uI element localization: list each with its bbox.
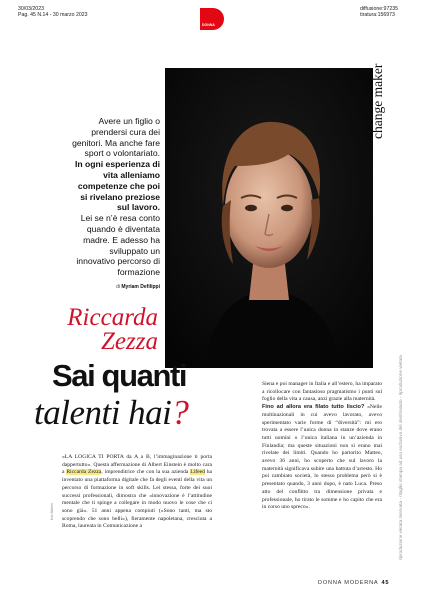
body-paragraph-1 bbox=[62, 454, 212, 531]
footer-magazine: DONNA MODERNA bbox=[318, 580, 379, 586]
body-paragraph-2: Siena e poi manager in Italia e all’estero, ha imparato a ricollocare con fantasioso pragmatismo i punti sul foglio della vita a causa, anzi grazie alla maternità. bbox=[262, 381, 382, 403]
portrait-illustration bbox=[165, 68, 373, 368]
portrait-photo bbox=[165, 68, 373, 368]
body-text-1a: «LA LOGICA TI PORTA da A a B, l’immaginazione ti porta dappertutto». Questa affermazione di Albert Einstein è molto cara a bbox=[62, 454, 212, 476]
byline-author: Myriam Defilippi bbox=[121, 284, 160, 290]
headline-line-1: Sai quanti bbox=[52, 358, 187, 393]
section-label: change maker bbox=[370, 64, 385, 140]
photo-credit: foto Matteo bbox=[50, 503, 54, 520]
clipping-date: 30/03/2023 bbox=[18, 6, 44, 12]
clipping-issue: Pag. 45 N.14 - 30 marzo 2023 bbox=[18, 12, 88, 19]
page-number: 45 bbox=[381, 580, 390, 586]
byline-prefix: di bbox=[116, 284, 120, 290]
clipping-header-right bbox=[360, 6, 398, 19]
body-text-1b: , imprenditrice che con la sua azienda bbox=[101, 469, 191, 476]
body-column-2 bbox=[262, 381, 382, 512]
clipping-print-run: tiratura:156973 bbox=[360, 12, 395, 19]
headline-question-mark: ? bbox=[171, 393, 189, 432]
magazine-logo bbox=[200, 8, 224, 30]
highlighted-name: Riccarda Zezza bbox=[66, 469, 102, 476]
body-paragraph-3 bbox=[262, 404, 382, 512]
intro-part-3: Lei se n’è resa conto quando è diventata madre. E adesso ha sviluppato un innovativo percorso di formazione bbox=[76, 213, 160, 278]
clipping-diffusion: diffusione:97235 bbox=[360, 6, 398, 12]
byline bbox=[70, 284, 160, 290]
intro-standfirst bbox=[70, 116, 160, 278]
interview-question: Fino ad allora era filato tutto liscio? bbox=[262, 404, 365, 411]
intro-part-2: In ogni esperienza di vita alleniamo competenze che poi si rivelano preziose sul lavoro. bbox=[75, 159, 160, 213]
headline-line-2-text: talenti hai bbox=[34, 393, 172, 432]
page-footer bbox=[318, 580, 389, 586]
body-text-1c: ha inventato una piattaforma digitale che fa degli eventi della vita un percorso di formazione in soft skills. Lei stessa, forte dei suoi successi professionali, dimostra che «innovazione è l’attitudine mentale che ti spinge a collegare in modo nuovo le cose che ci sono già». 51 anni appena compiuti («Sono tanti, ma sto scoprendo che sono belli»), fieramente napoletana, cresciuta a Roma, laureata in Comunicazione a bbox=[62, 469, 212, 530]
logo-text: DONNA bbox=[202, 23, 215, 27]
subject-last-name: Zezza bbox=[101, 328, 158, 355]
highlighted-company: Lifeed bbox=[190, 469, 205, 476]
intro-part-1: Avere un figlio o prendersi cura dei genitori. Ma anche fare sport o volontariato. bbox=[72, 116, 160, 159]
clipping-side-note: riproduzione vietata riservata - ritaglio stampa ad uso esclusivo del destinatario - riproduzione vietata bbox=[398, 355, 403, 560]
interview-answer: «Nelle multinazionali in cui avevo lavorato, avevo sperimentato varie forme di “diversità”: mi ero trovata a essere l’unica donna in stanze dove erano tutti uomini o l’unica italiana in un’azienda in Finlandia; ma queste situazioni non si erano mai rivelate dei limiti. Quando ho partorito Matteo, avevo 36 anni, ho scoperto che sul lavoro la maternità significava subire una battuta d’arresto. Ho poi cambiato società, lo stesso problema però si è presentato quando, 3 anni dopo, è nato Luca. Preso atto del conflitto tra dimensione privata e professionale, ho tirato le somme e ho capito che era in corso uno spreco». bbox=[262, 404, 382, 511]
body-column-1 bbox=[62, 454, 212, 531]
subject-first-name: Riccarda bbox=[67, 304, 158, 331]
clipping-header-left bbox=[18, 6, 88, 19]
headline-line-2 bbox=[34, 393, 188, 433]
